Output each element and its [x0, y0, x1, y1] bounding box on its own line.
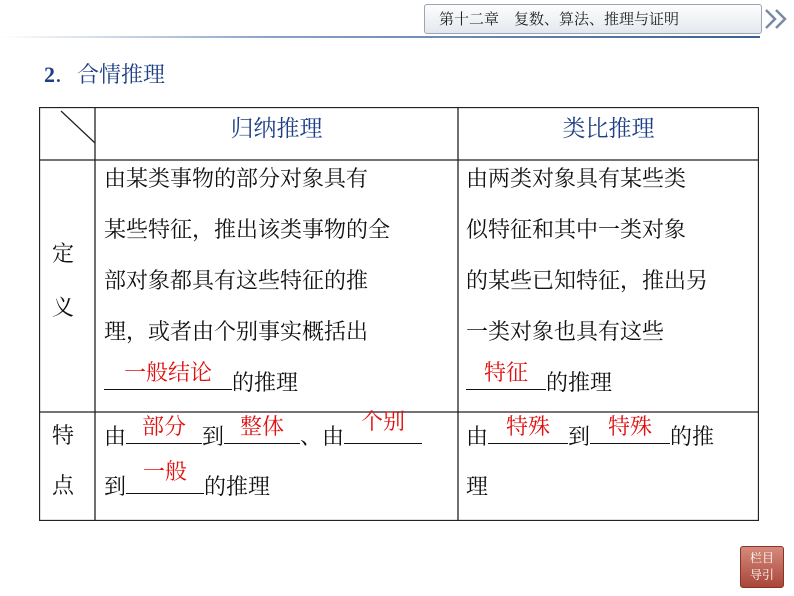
row-label-definition-2: 义	[51, 296, 74, 321]
answer-feature: 特征	[483, 361, 528, 386]
header-divider	[0, 36, 760, 38]
nav-label-1: 栏目	[749, 551, 774, 565]
answer-blank	[126, 415, 202, 444]
def-analogical-line2: 似特征和其中一类对象	[466, 218, 687, 243]
answer-blank	[488, 415, 568, 444]
section-nav-button[interactable]	[740, 546, 784, 588]
section-title-text: 合情推理	[77, 63, 166, 88]
row-label-feature-2: 点	[51, 474, 74, 499]
def-analogical-line1: 由两类对象具有某些类	[466, 167, 687, 192]
answer-blank	[344, 410, 422, 444]
answer-individual: 个别	[361, 410, 406, 435]
section-heading: 2．合情推理	[44, 62, 166, 88]
double-chevron-right-icon	[762, 4, 792, 34]
answer-blank	[104, 361, 232, 390]
answer-blank	[466, 361, 546, 390]
answer-general-conclusion: 一般结论	[123, 361, 212, 386]
row-label-definition-1: 定	[51, 242, 74, 267]
chapter-title: 第十二章 复数、算法、推理与证明	[439, 10, 680, 28]
answer-blank	[590, 415, 670, 444]
section-number: 2	[44, 62, 55, 87]
def-inductive-line4: 理，或者由个别事实概括出	[104, 320, 369, 345]
answer-whole: 整体	[240, 415, 285, 440]
answer-special-1: 特殊	[506, 415, 551, 440]
answer-blank	[224, 415, 300, 444]
def-analogical-line3: 的某些已知特征，推出另	[466, 269, 709, 294]
feat-analogical-line1: 由 特殊 到 特殊 的推	[466, 415, 715, 450]
row-label-feature-1: 特	[51, 424, 74, 449]
def-analogical-line5: 特征 的推理	[466, 358, 612, 409]
nav-label-2: 导引	[749, 568, 774, 582]
header-analogical: 类比推理	[562, 116, 655, 142]
def-inductive-line2: 某些特征，推出该类事物的全	[104, 218, 391, 243]
def-inductive-line5: 一般结论 的推理	[104, 358, 298, 409]
def-inductive-line1: 由某类事物的部分对象具有	[104, 167, 369, 192]
chapter-header	[424, 4, 762, 34]
answer-general: 一般	[143, 460, 188, 485]
feat-analogical-line2: 理	[466, 475, 489, 500]
feat-inductive-line1: 由 部分 到 整体 、由 个别	[104, 412, 422, 463]
def-analogical-line4: 一类对象也具有这些	[466, 320, 665, 345]
answer-part: 部分	[142, 415, 187, 440]
feat-inductive-line2: 到 一般 的推理	[104, 460, 271, 500]
header-inductive: 归纳推理	[230, 116, 323, 142]
def-inductive-line3: 部对象都具有这些特征的推	[104, 269, 369, 294]
answer-special-2: 特殊	[608, 415, 653, 440]
answer-blank	[126, 460, 204, 494]
